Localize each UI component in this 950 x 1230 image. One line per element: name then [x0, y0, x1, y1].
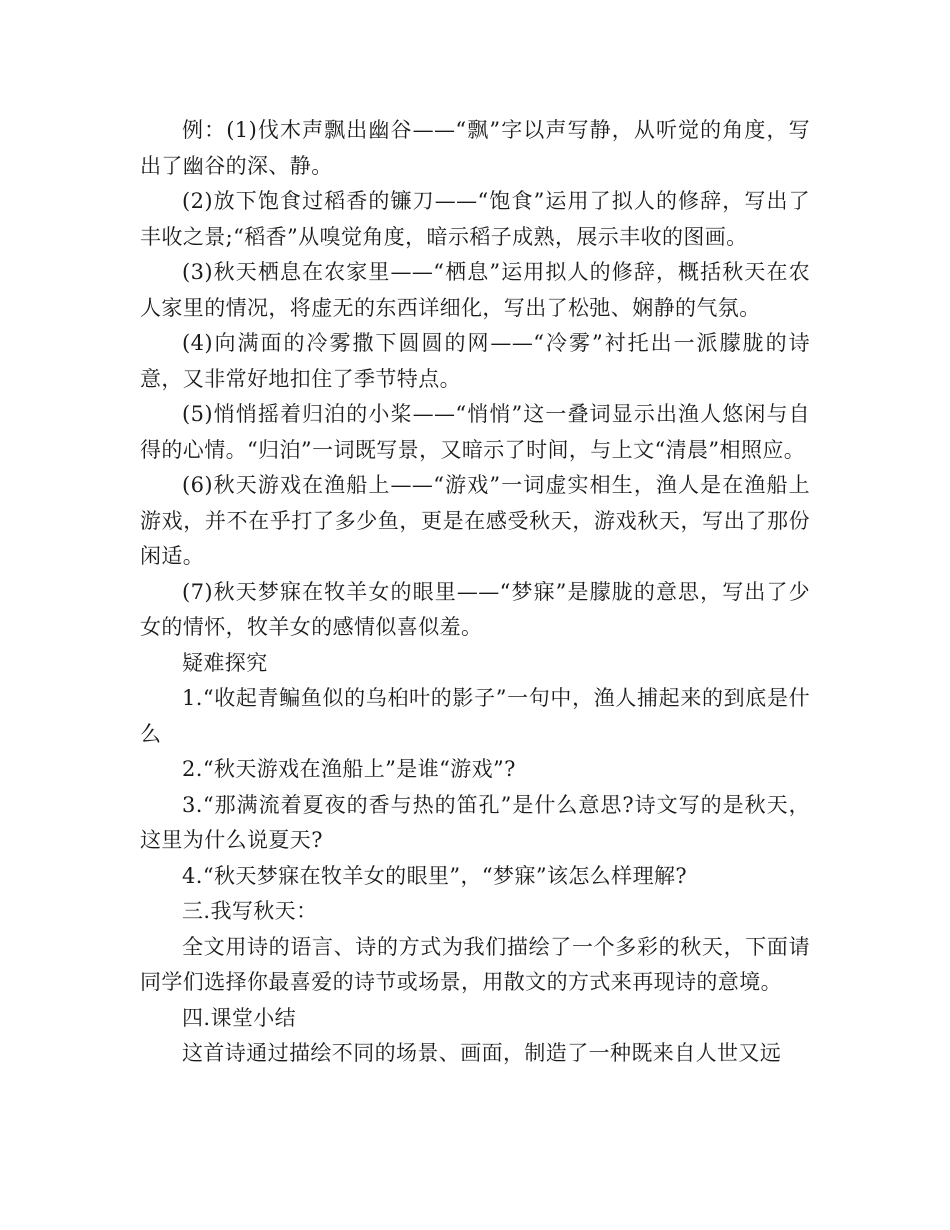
- question-2: 2.“秋天游戏在渔船上”是谁“游戏”?: [182, 757, 516, 781]
- section-heading-difficult-questions: 疑难探究: [182, 650, 268, 675]
- question-3: 3.“那满流着夏夜的香与热的笛孔”是什么意思?诗文写的是秋天，这里为什么说夏天?: [140, 792, 810, 852]
- section-heading-writing-autumn: 三.我写秋天：: [182, 899, 318, 923]
- example-paragraph-7: (7)秋天梦寐在牧羊女的眼里——“梦寐”是朦胧的意思，写出了少女的情怀，牧羊女的感情似喜似羞。: [140, 579, 810, 639]
- example-paragraph-5: (5)悄悄摇着归泊的小桨——“悄悄”这一叠词显示出渔人悠闲与自得的心情。“归泊”一词既写景，又暗示了时间，与上文“清晨”相照应。: [140, 402, 810, 462]
- example-paragraph-2: (2)放下饱食过稻香的镰刀——“饱食”运用了拟人的修辞，写出了丰收之景;“稻香”从嗅觉角度，暗示稻子成熟，展示丰收的图画。: [140, 189, 810, 249]
- section-heading-class-summary: 四.课堂小结: [182, 1005, 297, 1030]
- example-paragraph-1: 例：(1)伐木声飘出幽谷——“飘”字以声写静，从听觉的角度，写出了幽谷的深、静。: [140, 118, 810, 178]
- question-1: 1.“收起青鳊鱼似的乌桕叶的影子”一句中，渔人捕起来的到底是什么: [140, 686, 810, 746]
- example-paragraph-4: (4)向满面的冷雾撒下圆圆的网——“冷雾”衬托出一派朦胧的诗意，又非常好地扣住了季节特点。: [140, 331, 810, 391]
- writing-task-paragraph: 全文用诗的语言、诗的方式为我们描绘了一个多彩的秋天，下面请同学们选择你最喜爱的诗节或场景，用散文的方式来再现诗的意境。: [140, 934, 810, 994]
- question-4: 4.“秋天梦寐在牧羊女的眼里”，“梦寐”该怎么样理解?: [182, 863, 688, 888]
- document-body: [140, 113, 810, 1072]
- example-paragraph-6: (6)秋天游戏在渔船上——“游戏”一词虚实相生，渔人是在渔船上游戏，并不在乎打了多少鱼，更是在感受秋天，游戏秋天，写出了那份闲适。: [140, 473, 810, 568]
- summary-paragraph: 这首诗通过描绘不同的场景、画面，制造了一种既来自人世又远: [182, 1041, 782, 1065]
- example-paragraph-3: (3)秋天栖息在农家里——“栖息”运用拟人的修辞，概括秋天在农人家里的情况，将虚无的东西详细化，写出了松弛、娴静的气氛。: [140, 260, 810, 320]
